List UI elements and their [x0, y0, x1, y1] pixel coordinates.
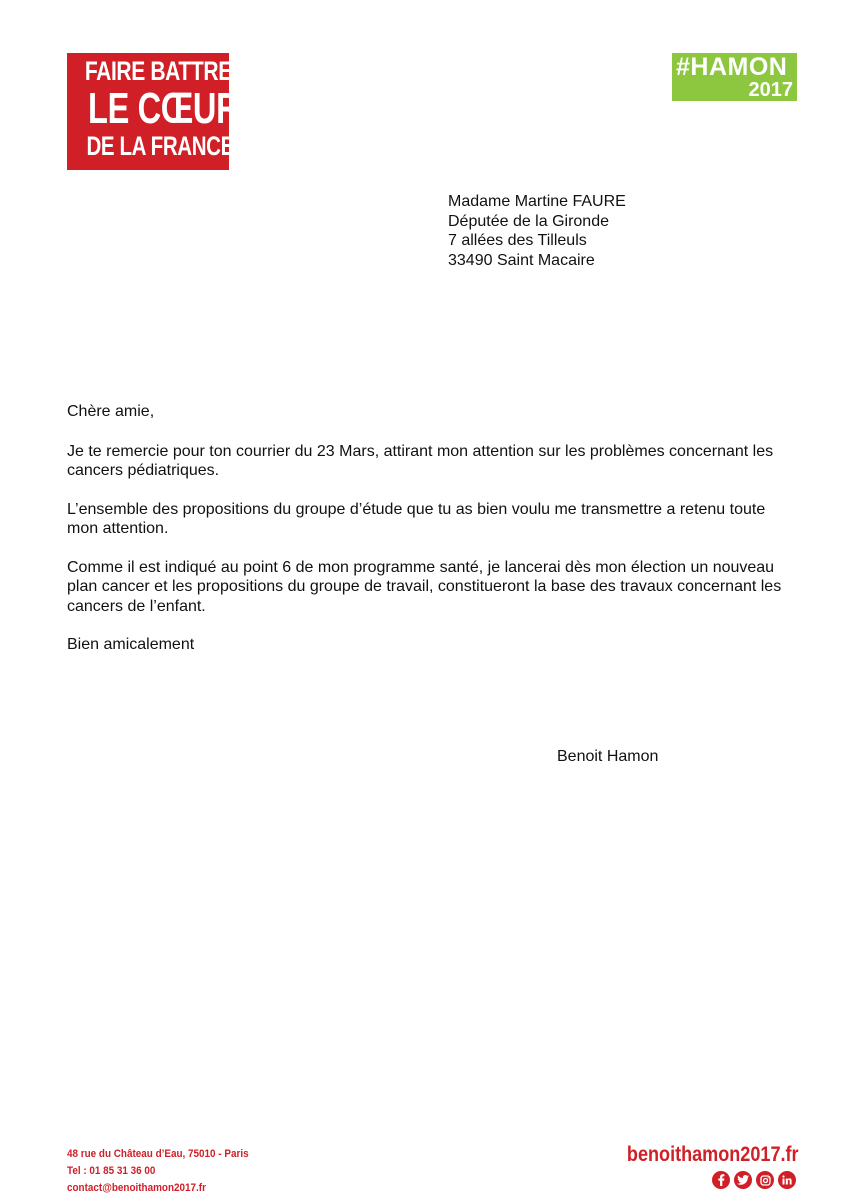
- signature-name: Benoit Hamon: [557, 748, 659, 765]
- logo-line-3: DE LA FRANCE: [86, 131, 234, 161]
- recipient-city: 33490 Saint Macaire: [448, 251, 595, 269]
- linkedin-icon[interactable]: [778, 1171, 796, 1189]
- facebook-icon[interactable]: [712, 1171, 730, 1189]
- recipient-address: [448, 192, 626, 270]
- letter-body: [67, 402, 797, 674]
- instagram-icon[interactable]: [756, 1171, 774, 1189]
- paragraph-1: Je te remercie pour ton courrier du 23 Mars, attirant mon attention sur les problèmes concernant les cancers pédiatriques.: [67, 442, 774, 479]
- paragraph-3: Comme il est indiqué au point 6 de mon programme santé, je lancerai dès mon élection un nouveau plan cancer et les propositions du groupe de travail, constitueront la base des travaux concernant les cancers de l’enfant.: [67, 558, 782, 615]
- hashtag-logo: [672, 53, 797, 101]
- social-icons: [712, 1171, 796, 1189]
- hashtag-logo-line-1: #HAMON: [676, 53, 788, 81]
- footer-contact: [67, 1146, 249, 1197]
- footer-website-link[interactable]: benoithamon2017.fr: [627, 1143, 799, 1166]
- logo-line-1: FAIRE BATTRE: [84, 56, 232, 86]
- paragraph-2: L’ensemble des propositions du groupe d’étude que tu as bien voulu me transmettre a retenu toute mon attention.: [67, 500, 766, 537]
- hashtag-logo-line-2: 2017: [748, 79, 793, 101]
- footer-email[interactable]: contact@benoithamon2017.fr: [67, 1182, 206, 1194]
- recipient-title: Députée de la Gironde: [448, 212, 609, 230]
- recipient-street: 7 allées des Tilleuls: [448, 232, 587, 249]
- recipient-name: Madame Martine FAURE: [448, 193, 626, 210]
- closing: Bien amicalement: [67, 636, 195, 653]
- logo-line-2: LE CŒUR: [88, 84, 240, 133]
- footer-address: 48 rue du Château d’Eau, 75010 - Paris: [67, 1148, 249, 1160]
- twitter-icon[interactable]: [734, 1171, 752, 1189]
- campaign-slogan-logo: [67, 53, 240, 170]
- salutation: Chère amie,: [67, 403, 155, 420]
- footer-phone: Tel : 01 85 31 36 00: [67, 1165, 156, 1177]
